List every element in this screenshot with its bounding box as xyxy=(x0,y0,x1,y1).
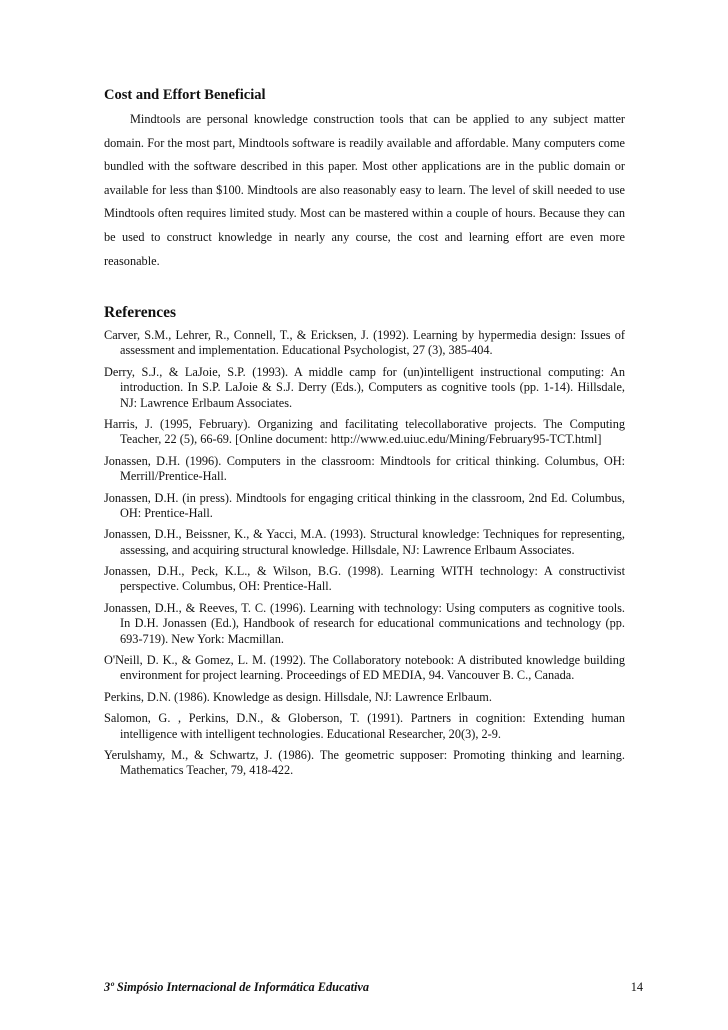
cost-paragraph: Mindtools are personal knowledge construction tools that can be applied to any subject matter domain. For the most part, Mindtools software is readily available and affordable. Many computers come bundled with the software described in this paper. Most other applications are in the public domain or available for less than $100. Mindtools are also reasonably easy to learn. The level of skill needed to use Mindtools often requires limited study. Most can be mastered within a couple of hours. Because they can be used to construct knowledge in nearly any course, the cost and learning effort are even more reasonable. xyxy=(104,112,625,268)
reference-item: Harris, J. (1995, February). Organizing and facilitating telecollaborative projects. The Computing Teacher, 22 (5), 66-69. [Online document: http://www.ed.uiuc.edu/Mining/February95-TCT.html] xyxy=(104,417,625,447)
reference-item: Jonassen, D.H., Beissner, K., & Yacci, M.A. (1993). Structural knowledge: Techniques for representing, assessing, and acquiring structural knowledge. Hillsdale, NJ: Lawrence Erlbaum Associates. xyxy=(104,527,625,557)
reference-item: Perkins, D.N. (1986). Knowledge as design. Hillsdale, NJ: Lawrence Erlbaum. xyxy=(104,689,492,704)
page-content xyxy=(104,86,625,785)
reference-item: Derry, S.J., & LaJoie, S.P. (1993). A middle camp for (un)intelligent instructional computing: An introduction. In S.P. LaJoie & S.J. Derry (Eds.), Computers as cognitive tools (pp. 1-14). Hillsdale, NJ: Lawrence Erlbaum Associates. xyxy=(104,364,625,410)
page-number: 14 xyxy=(630,980,643,994)
reference-item: Yerulshamy, M., & Schwartz, J. (1986). The geometric supposer: Promoting thinking and learning. Mathematics Teacher, 79, 418-422. xyxy=(104,748,625,778)
reference-item: O'Neill, D. K., & Gomez, L. M. (1992). The Collaboratory notebook: A distributed knowledge building environment for project learning. Proceedings of ED MEDIA, 94. Vancouver B. C., Canada. xyxy=(104,653,625,683)
reference-item: Jonassen, D.H., & Reeves, T. C. (1996). Learning with technology: Using computers as cognitive tools. In D.H. Jonassen (Ed.), Handbook of research for educational communications and technology (pp. 693-719). New York: Macmillan. xyxy=(104,600,625,646)
reference-item: Jonassen, D.H. (1996). Computers in the classroom: Mindtools for critical thinking. Columbus, OH: Merrill/Prentice-Hall. xyxy=(104,453,625,484)
references-list xyxy=(104,328,625,778)
references-title: References xyxy=(104,304,177,322)
footer-title: 3º Simpósio Internacional de Informática Educativa xyxy=(104,980,370,994)
cost-section-title: Cost and Effort Beneficial xyxy=(104,87,266,103)
reference-item: Carver, S.M., Lehrer, R., Connell, T., & Ericksen, J. (1992). Learning by hypermedia design: Issues of assessment and implementation. Educational Psychologist, 27 (3), 385-404. xyxy=(104,328,625,358)
reference-item: Jonassen, D.H., Peck, K.L., & Wilson, B.G. (1998). Learning WITH technology: A constructivist perspective. Columbus, OH: Prentice-Hall. xyxy=(104,564,625,594)
reference-item: Salomon, G. , Perkins, D.N., & Globerson, T. (1991). Partners in cognition: Extending human intelligence with intelligent technologies. Educational Researcher, 20(3), 2-9. xyxy=(104,711,625,741)
reference-item: Jonassen, D.H. (in press). Mindtools for engaging critical thinking in the classroom, 2nd Ed. Columbus, OH: Prentice-Hall. xyxy=(104,490,625,520)
section-spacer xyxy=(104,273,625,304)
